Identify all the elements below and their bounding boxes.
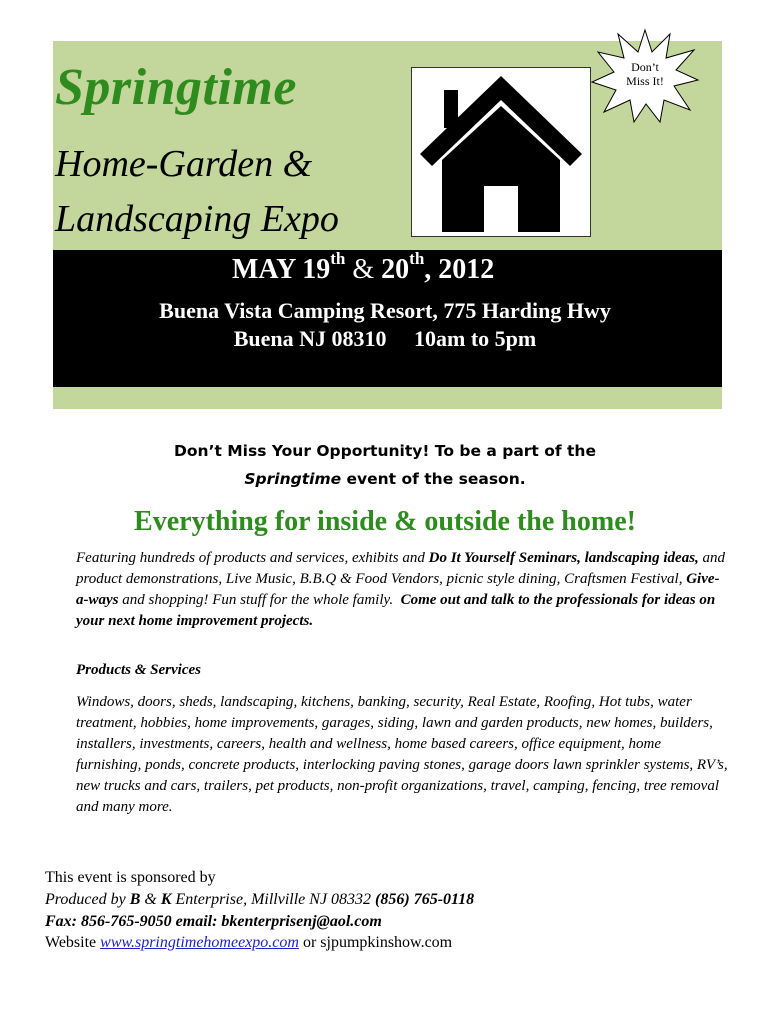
products-label: Products & Services (76, 662, 201, 678)
features-paragraph (76, 548, 728, 632)
date-sup1: th (330, 249, 346, 268)
features-text3: and shopping! Fun stuff for the whole family. (118, 592, 401, 608)
producer-k: K (160, 891, 172, 908)
website-label: Website (45, 934, 101, 951)
features-text2: and product demonstrations, Live Music, B.B.Q & Food Vendors, picnic style dining, Craftsmen Festival, (76, 550, 726, 587)
venue-address: Buena Vista Camping Resort, 775 Harding Hwy (159, 298, 611, 323)
starburst-line1: Don’t (631, 60, 659, 74)
intro-line1: Don’t Miss Your Opportunity! To be a part of the (174, 442, 596, 460)
producer-pre: Produced by (45, 891, 130, 908)
features-text1: Featuring hundreds of products and services, exhibits and (76, 550, 429, 566)
date-part3: , 2012 (424, 254, 495, 285)
event-date (232, 249, 495, 286)
website-line (45, 932, 745, 954)
features-bold2: Give-a-ways (76, 571, 720, 608)
house-icon (411, 67, 591, 237)
intro-rest: event of the season. (341, 470, 526, 488)
products-list: Windows, doors, sheds, landscaping, kitchens, banking, security, Real Estate, Roofing, Hot tubs, water treatment, hobbies, home improvements, garages, siding, lawn and garden products, new homes, builders, installers, investments, careers, health and wellness, home based careers, office equipment, home furnishing, ponds, concrete products, interlocking paving stones, garage doors lawn sprinkler systems, RV’s, new trucks and cars, trailers, pet products, non-profit organizations, travel, camping, fencing, tree removal and many more. (76, 694, 728, 815)
producer-line (45, 889, 745, 911)
starburst-line2: Miss It! (626, 74, 664, 88)
features-bold3: Come out and talk to the professionals for ideas on your next home improvement projects. (76, 592, 716, 629)
headline: Everything for inside & outside the home! (134, 506, 636, 537)
expo-subtitle-line1: Home-Garden & (55, 143, 313, 185)
features-bold1: Do It Yourself Seminars, landscaping ideas, (428, 550, 699, 566)
date-part1: MAY 19 (232, 254, 331, 285)
website-alt: or sjpumpkinshow.com (298, 934, 453, 951)
date-amp: & (345, 254, 382, 285)
website-link[interactable]: www.springtimehomeexpo.com (100, 934, 299, 951)
intro-line2 (0, 470, 770, 488)
sponsor-line: This event is sponsored by (45, 869, 216, 886)
starburst-text (612, 60, 678, 88)
intro-springtime: Springtime (244, 470, 342, 488)
expo-title: Springtime (55, 59, 297, 116)
venue-city-hours: Buena NJ 08310 10am to 5pm (233, 326, 537, 351)
fax-email-line: Fax: 856-765-9050 email: bkenterprisenj@aol.com (45, 913, 382, 930)
expo-subtitle-line2: Landscaping Expo (55, 198, 339, 240)
producer-phone: (856) 765-0118 (375, 891, 475, 908)
producer-b: B (129, 891, 141, 908)
date-sup2: th (409, 249, 425, 268)
producer-post: Enterprise, Millville NJ 08332 (171, 891, 376, 908)
date-part2: 20 (381, 254, 410, 285)
producer-amp: & (140, 891, 161, 908)
